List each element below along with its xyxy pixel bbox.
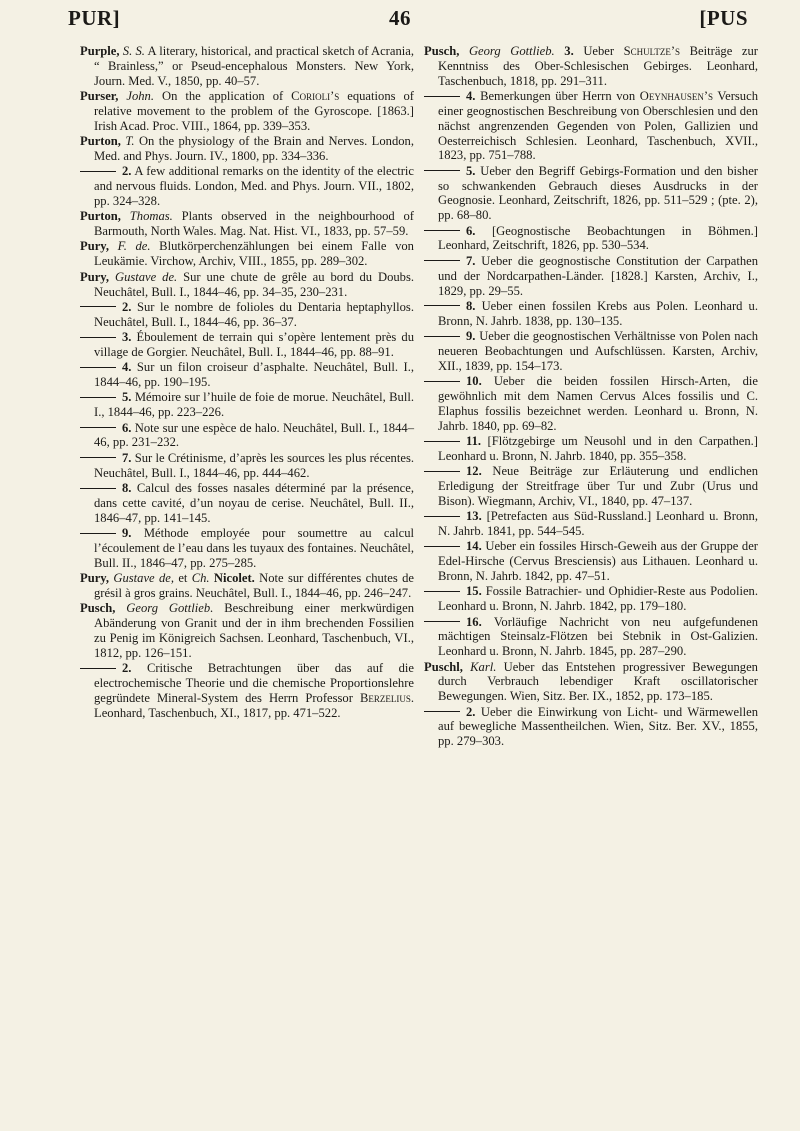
entry-coauthor-surname: Nicolet. [209, 571, 255, 586]
entry-author: T. [125, 134, 135, 149]
entry-text: Ueber die Einwirkung von Licht- und Wärmewellen auf bewegliche Massentheilchen. Wien, Sitz. Ber. XV., 1855, pp. 279–303. [438, 704, 758, 749]
entry-author: Gustave de. [114, 269, 178, 284]
bibliography-entry [80, 661, 414, 720]
repeat-author-rule [80, 337, 116, 338]
repeat-author-rule [424, 260, 460, 261]
running-head-right: [PUS [699, 6, 748, 30]
entry-headword: Purton, [80, 134, 121, 149]
entry-text: Ueber ein fossiles Hirsch-Geweih aus der Gruppe der Edel-Hirsche (Cervus Bresciensis) aus Lithauen. Leonhard u. Bronn, N. Jahrb. 1842, pp. 47–51. [438, 539, 759, 584]
right-column [424, 44, 758, 750]
bibliography-entry [80, 44, 414, 89]
entry-text: Fossile Batrachier- und Ophidier-Reste aus Podolien. Leonhard u. Bronn, N. Jahrb. 1842, pp. 179–180. [438, 584, 758, 614]
entry-cited-name: Oeynhausen’s [639, 89, 714, 104]
entry-cited-name: Corioli’s [291, 89, 340, 104]
entry-author: Thomas. [129, 209, 173, 224]
bibliography-entry [424, 509, 758, 539]
entry-text: Note sur différentes chutes de grésil à gros grains. Neuchâtel, Bull. I., 1844–46, pp. 246–247. [94, 571, 414, 600]
entry-text: [Geognostische Beobachtungen in Böhmen.] Leonhard, Zeitschrift, 1826, pp. 530–534. [438, 223, 758, 253]
repeat-author-rule [424, 230, 460, 231]
entry-headword: Purser, [80, 89, 119, 104]
bibliography-entry [424, 224, 758, 254]
entry-number: 14. [466, 539, 482, 554]
entry-text: Bemerkungen über Herrn von [480, 89, 640, 104]
repeat-author-rule [424, 516, 460, 517]
bibliography-entry [80, 481, 414, 526]
entry-text: Critische Betrachtungen über das auf die electrochemische Theorie und die chemische Proportionslehre gegründete Mineral-System des Herrn Professor [94, 661, 414, 705]
bibliography-entry [424, 254, 758, 299]
entry-text: On the application of [162, 89, 292, 104]
bibliography-entry [80, 451, 414, 481]
repeat-author-rule [424, 711, 460, 712]
entry-text: On the physiology of the Brain and Nerves. London, Med. and Phys. Journ. IV., 1800, pp. 334–336. [94, 134, 414, 163]
entry-text: Ueber das Entstehen progressiver Bewegungen durch Verbrauch lebendiger Kraft oscillatorischer Bewegungen. Wien, Sitz. Ber. IX., 1852, pp. 173–185. [438, 659, 758, 704]
bibliography-entry [80, 526, 414, 571]
bibliography-entry [424, 464, 758, 509]
entry-number: 2. [122, 299, 132, 314]
repeat-author-rule [424, 471, 460, 472]
entry-author: S. S. [122, 44, 145, 58]
entry-text: A literary, historical, and practical sketch of Acrania, “ Brainless,” or Pseud-encephalous Monsters. New York, Journ. Med. V., 1850, pp. 40–57. [94, 44, 414, 88]
entry-number: 8. [466, 298, 476, 313]
bibliography-entry [80, 571, 414, 601]
entry-headword: Purple, [80, 44, 120, 58]
entry-number: 2. [122, 661, 132, 676]
bibliography-entry [424, 329, 758, 374]
entry-headword: Pusch, [424, 44, 460, 58]
entry-text: Beschreibung einer merkwürdigen Abänderung von Granit und der in ihm brechenden Fossilien zu Penig im Königreich Sachsen. Leonhard, Taschenbuch, VI., 1812, pp. 126–151. [94, 601, 414, 660]
page-number: 46 [389, 6, 411, 30]
entry-text-tail: . Leonhard, Taschenbuch, XI., 1817, pp. 471–522. [94, 690, 414, 720]
entry-text: Ueber den Begriff Gebirgs-Formation und den bisher so schwankenden Gebrauch dieses Ausdrucks in der Geognosie. Leonhard, Zeitschrift, 1826, pp. 511–529 ; (pte. 2), pp. 68–80. [438, 163, 759, 223]
entry-text: Sur le Crétinisme, d’après les sources les plus récentes. Neuchâtel, Bull. I., 1844–46, pp. 444–462. [94, 450, 414, 480]
bibliography-entry [80, 330, 414, 360]
entry-text: A few additional remarks on the identity of the electric and nervous fluids. London, Med. and Phys. Journ. VII., 1802, pp. 324–328. [94, 164, 414, 208]
repeat-author-rule [80, 488, 116, 489]
repeat-author-rule [80, 306, 116, 307]
repeat-author-rule [80, 367, 116, 368]
entry-author: F. de. [117, 239, 151, 254]
entry-number: 3. [122, 330, 132, 345]
bibliography-entry [424, 705, 758, 750]
repeat-author-rule [80, 427, 116, 428]
repeat-author-rule [424, 621, 460, 622]
bibliography-entry [80, 209, 414, 239]
entry-number: 2. [122, 164, 132, 179]
entry-author: Georg Gottlieb. [126, 601, 214, 616]
entry-headword: Pusch, [80, 601, 116, 616]
entry-number: 4. [466, 89, 476, 104]
repeat-author-rule [80, 397, 116, 398]
entry-text: Sur une chute de grêle au bord du Doubs. Neuchâtel, Bull. I., 1844–46, pp. 34–35, 230–231. [94, 269, 415, 299]
entry-number: 11. [466, 433, 482, 448]
entry-number: 8. [122, 480, 132, 495]
bibliography-entry [80, 360, 414, 390]
entry-text: Ueber die geognostischen Verhältnisse von Polen nach neueren Beobachtungen und Aufschlüssen. Karsten, Archiv, XII., 1839, pp. 154–173. [438, 329, 758, 373]
entry-cited-name: Schultze’s [623, 44, 681, 58]
entry-author: Gustave de, [113, 571, 174, 586]
entry-number: 16. [466, 614, 482, 629]
entry-headword: Puschl, [424, 659, 463, 674]
bibliography-entry [80, 421, 414, 451]
bibliography-entry [80, 89, 414, 134]
bibliography-entry [80, 300, 414, 330]
entry-text: Ueber [583, 44, 624, 58]
entry-text: Plants observed in the neighbourhood of Barmouth, North Wales. Mag. Nat. Hist. VI., 1833, pp. 57–59. [94, 209, 415, 239]
entry-text: Note sur une espèce de halo. Neuchâtel, Bull. I., 1844–46, pp. 231–232. [94, 420, 414, 450]
repeat-author-rule [80, 533, 116, 534]
repeat-author-rule [424, 441, 460, 442]
entry-number: 15. [466, 584, 482, 599]
bibliography-entry [424, 44, 758, 89]
entry-number: 13. [466, 509, 482, 524]
bibliography-entry [80, 601, 414, 660]
bibliography-entry [424, 539, 758, 584]
repeat-author-rule [80, 171, 116, 172]
bibliography-entry [424, 434, 758, 464]
entry-number: 10. [466, 374, 482, 389]
entry-text-tail: Versuch einer geognostischen Beschreibung von Oberschlesien und den nächst angrenzenden Gegenden von Polen, Gallizien und Oesterreichisch Schlesien. Leonhard, Taschenbuch, XVII., 1823, pp. 751–788. [438, 89, 758, 163]
entry-number: 7. [466, 253, 476, 268]
bibliography-entry [80, 239, 414, 269]
bibliography-entry [424, 299, 758, 329]
entry-text: Blutkörperchenzählungen bei einem Falle von Leukämie. Virchow, Archiv, VIII., 1855, pp. 289–302. [94, 239, 414, 269]
entry-text: Neue Beiträge zur Erläuterung und endlichen Erledigung der Streitfrage über Tur und Zubr (Urus und Bison). Wiegmann, Archiv, VI., 1840, pp. 47–137. [438, 464, 758, 508]
entry-text: Ueber die geognostische Constitution der Carpathen und der Nordcarpathen-Länder. [1828.] Karsten, Archiv, I., 1829, pp. 29–55. [438, 253, 758, 298]
entry-text: Éboulement de terrain qui s’opère lentement près du village de Gorgier. Neuchâtel, Bull. I., 1844–46, pp. 88–91. [94, 330, 414, 359]
entry-text: Méthode employée pour soumettre au calcul l’écoulement de l’eau dans les tuyaux des fontaines. Neuchâtel, Bull. II., 1846–47, pp. 275–285. [94, 526, 414, 570]
bibliography-entry [424, 164, 758, 223]
bibliography-entry [80, 134, 414, 164]
repeat-author-rule [80, 457, 116, 458]
entry-number: 6. [122, 420, 132, 435]
entry-text: Mémoire sur l’huile de foie de morue. Neuchâtel, Bull. I., 1844–46, pp. 223–226. [94, 390, 415, 420]
entry-text: [Flötzgebirge um Neusohl und in den Carpathen.] Leonhard u. Bronn, N. Jahrb. 1840, pp. 355–358. [438, 433, 758, 463]
bibliography-entry [80, 270, 414, 300]
entry-text: Sur le nombre de folioles du Dentaria heptaphyllos. Neuchâtel, Bull. I., 1844–46, pp. 36–37. [94, 299, 414, 329]
entry-number: 9. [122, 526, 132, 540]
entry-number: 4. [122, 360, 132, 375]
entry-number: 9. [466, 329, 476, 344]
entry-number: 2. [466, 704, 476, 719]
entry-text-tail: Beiträge zur Kenntniss des Ober-Schlesischen Gebirges. Leonhard, Taschenbuch, 1818, pp. 291–311. [438, 44, 758, 88]
entry-headword: Pury, [80, 571, 110, 586]
running-head-left: PUR] [68, 6, 121, 30]
bibliography-entry [80, 390, 414, 420]
entry-text: [Petrefacten aus Süd-Russland.] Leonhard u. Bronn, N. Jahrb. 1841, pp. 544–545. [438, 509, 758, 538]
bibliography-entry [424, 615, 758, 660]
left-column [80, 44, 414, 721]
entry-number: 6. [466, 223, 476, 238]
repeat-author-rule [80, 668, 116, 669]
entry-author: John. [126, 89, 154, 104]
entry-text: Ueber die beiden fossilen Hirsch-Arten, die gewöhnlich mit dem Namen Cervus Alces fossilis und C. Elaphus fossilis bezeichnet werden. Leonhard u. Bronn, N. Jahrb. 1840, pp. 69–82. [438, 374, 758, 433]
entry-headword: Pury, [80, 239, 110, 254]
entry-number: 5. [122, 390, 132, 405]
bibliography-entry [424, 374, 758, 433]
bibliography-entry [424, 89, 758, 163]
entry-text: Vorläufige Nachricht von neu aufgefundenen mächtigen Steinsalz-Flötzen bei Stebnik in Ost-Galizien. Leonhard u. Bronn, N. Jahrb. 1845, pp. 287–290. [438, 614, 758, 659]
entry-coauthor: Ch. [191, 571, 210, 586]
repeat-author-rule [424, 546, 460, 547]
bibliography-entry [80, 164, 414, 209]
entry-number: 12. [466, 464, 482, 479]
entry-headword: Pury, [80, 269, 110, 284]
entry-number: 5. [466, 163, 476, 178]
repeat-author-rule [424, 170, 460, 171]
bibliography-entry [424, 584, 758, 614]
entry-text: Sur un filon croiseur d’asphalte. Neuchâtel, Bull. I., 1844–46, pp. 190–195. [94, 360, 414, 390]
repeat-author-rule [424, 305, 460, 306]
repeat-author-rule [424, 96, 460, 97]
entry-text-tail: equations of relative movement to the problem of the Gyroscope. [1863.] Irish Acad. Proc. VIII., 1864, pp. 339–353. [94, 89, 414, 133]
entry-number: 3. [564, 44, 574, 58]
repeat-author-rule [424, 336, 460, 337]
repeat-author-rule [424, 381, 460, 382]
repeat-author-rule [424, 591, 460, 592]
entry-headword: Purton, [80, 209, 121, 224]
entry-text: Ueber einen fossilen Krebs aus Polen. Leonhard u. Bronn, N. Jahrb. 1838, pp. 130–135. [438, 298, 758, 328]
entry-cited-name: Berzelius [359, 690, 411, 705]
entry-joiner: et [174, 571, 192, 586]
entry-number: 7. [122, 450, 132, 465]
bibliography-entry [424, 660, 758, 705]
entry-text: Calcul des fosses nasales déterminé par la présence, dans cette cavité, d’un noyau de cerise. Neuchâtel, Bull. II., 1846–47, pp. 141–145. [94, 480, 414, 525]
entry-author: Karl. [470, 659, 497, 674]
entry-author: Georg Gottlieb. [468, 44, 555, 58]
